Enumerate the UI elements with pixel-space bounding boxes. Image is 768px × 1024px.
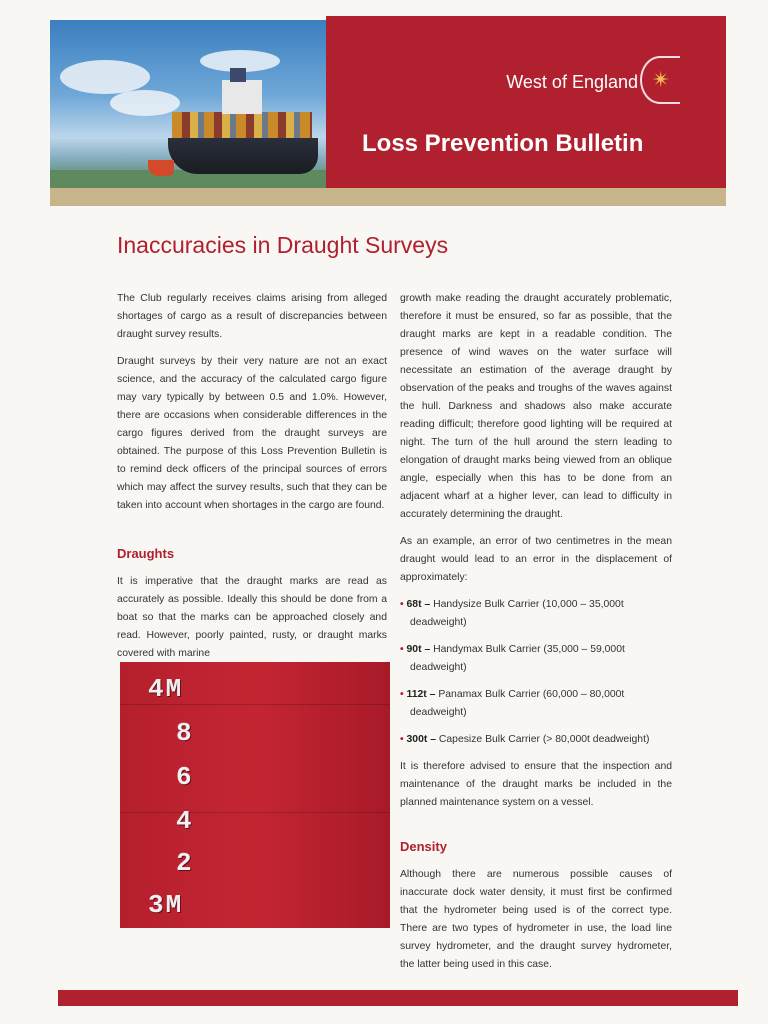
bulletin-title: Loss Prevention Bulletin <box>362 130 644 157</box>
header-band <box>326 16 726 188</box>
left-column <box>117 290 387 672</box>
header-divider-strip <box>50 188 726 206</box>
header-ship-photo <box>50 20 326 188</box>
draught-mark: 4M <box>148 674 184 704</box>
draught-mark: 4 <box>176 806 194 836</box>
density-paragraph: Although there are numerous possible causes of inaccurate dock water density, it must first be confirmed that the hydrometer being used is of the correct type. There are two types of hydrometer in use, the load line survey hydrometer, and the draught survey hydrometer, the latter being used in this case. <box>400 869 672 970</box>
list-item: • 300t – Capesize Bulk Carrier (> 80,000t deadweight) <box>400 734 650 745</box>
draughts-paragraph: It is imperative that the draught marks are read as accurately as possible. Ideally this should be done from a boat so that the marks can be approached closely and read. However, poorly painted, rusty, or draught marks covered with marine <box>117 576 387 659</box>
article-title: Inaccuracies in Draught Surveys <box>117 232 449 258</box>
brand-name: West of England <box>506 72 638 92</box>
compass-star-logo-icon: ✴ <box>640 56 680 104</box>
footer-band <box>58 990 738 1006</box>
draught-mark: 3M <box>148 890 184 920</box>
example-paragraph: As an example, an error of two centimetres in the mean draught would lead to an error in the displacement of approximately: <box>400 536 672 583</box>
list-item: • 68t – Handysize Bulk Carrier (10,000 – 35,000t deadweight) <box>400 599 624 628</box>
right-column <box>400 290 672 983</box>
draught-mark: 8 <box>176 718 194 748</box>
list-item: • 112t – Panamax Bulk Carrier (60,000 – 80,000t deadweight) <box>400 689 625 718</box>
section-heading-density: Density <box>400 839 447 854</box>
section-heading-draughts: Draughts <box>117 546 175 561</box>
list-item: • 90t – Handymax Bulk Carrier (35,000 – 59,000t deadweight) <box>400 644 625 673</box>
draught-mark: 2 <box>176 848 194 878</box>
draughts-paragraph-continued: growth make reading the draught accurately problematic, therefore it must be ensured, so far as possible, that the draught marks are kept in a readable condition. The presence of wind waves on the water surface will necessitate an estimation of the average draught by observation of the peaks and troughs of the waves against the hull. Darkness and shadows also make accurate reading difficult; therefore good lighting will be required at night. The turn of the hull around the stern leading to elongation of draught marks being viewed from an oblique angle, especially when this has to be done from an adjacent wharf at a higher lever, can lead to difficulty in accurately determining the draught. <box>400 293 672 520</box>
draught-marks-photo <box>120 662 390 928</box>
advice-paragraph: It is therefore advised to ensure that the inspection and maintenance of the draught marks be included in the planned maintenance system on a vessel. <box>400 761 672 808</box>
intro-paragraph: Draught surveys by their very nature are not an exact science, and the accuracy of the calculated cargo figure may vary typically by between 0.5 and 1.0%. However, there are occasions when considerable differences in the cargo figures derived from the draught surveys are obtained. The purpose of this Loss Prevention Bulletin is to remind deck officers of the principal sources of errors which may affect the survey results, such that they can be taken into account when shortages in the cargo are found. <box>117 356 387 511</box>
draught-mark: 6 <box>176 762 194 792</box>
intro-paragraph: The Club regularly receives claims arising from alleged shortages of cargo as a result of discrepancies between draught survey results. <box>117 293 387 340</box>
